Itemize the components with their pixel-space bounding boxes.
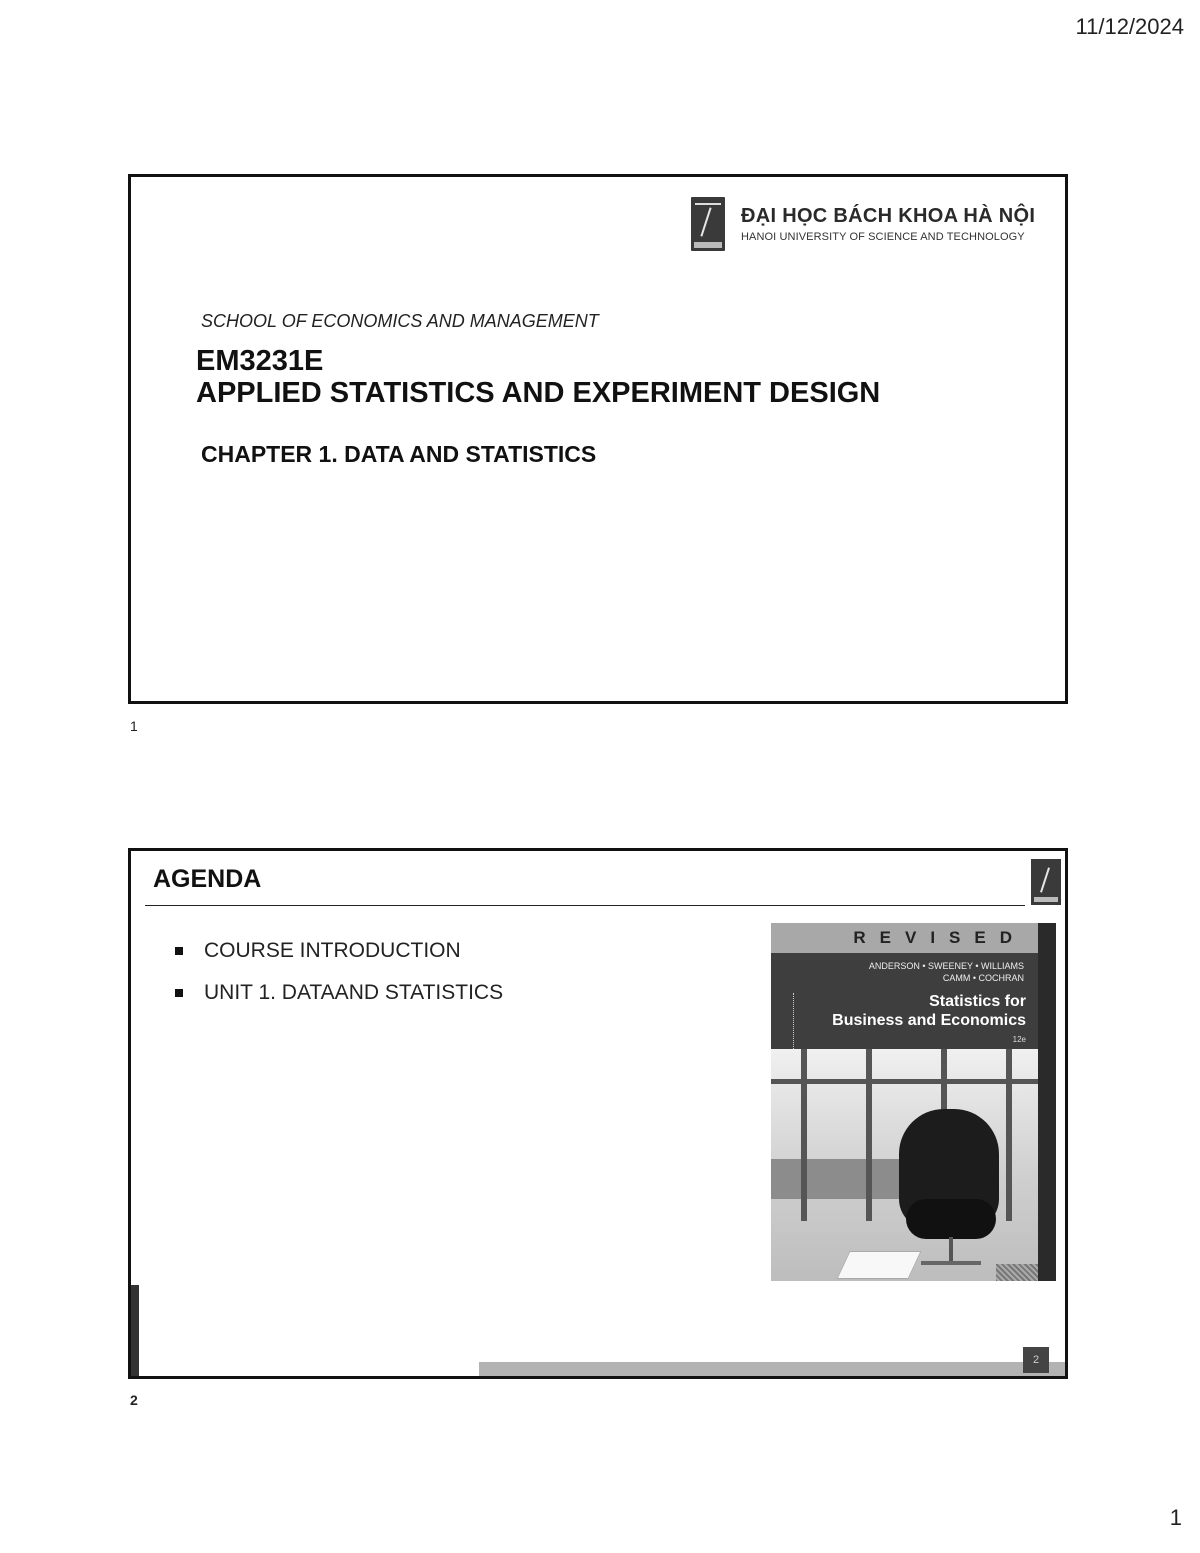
list-item xyxy=(175,939,503,963)
page-date: 11/12/2024 xyxy=(1075,14,1184,39)
university-emblem-icon xyxy=(691,197,725,251)
slide-2-index: 2 xyxy=(130,1392,138,1408)
school-name: SCHOOL OF ECONOMICS AND MANAGEMENT xyxy=(201,311,599,331)
agenda-title: AGENDA xyxy=(153,865,262,893)
book-edition: 12e xyxy=(1012,1035,1026,1044)
chapter-title: CHAPTER 1. DATA AND STATISTICS xyxy=(201,441,597,467)
bullet-icon xyxy=(175,989,183,997)
course-title: APPLIED STATISTICS AND EXPERIMENT DESIGN xyxy=(196,377,881,409)
agenda-item-label: COURSE INTRODUCTION xyxy=(204,939,461,962)
university-name: ĐẠI HỌC BÁCH KHOA HÀ NỘI xyxy=(741,205,1036,227)
university-subtitle: HANOI UNIVERSITY OF SCIENCE AND TECHNOLOGY xyxy=(741,231,1025,243)
slide-2 xyxy=(128,848,1068,1379)
book-cover-photo xyxy=(771,1049,1038,1281)
left-accent-bar xyxy=(131,1285,139,1379)
university-logo xyxy=(691,197,1035,251)
book-authors: CAMM • COCHRAN xyxy=(942,973,1024,983)
book-title: Statistics for xyxy=(929,993,1026,1010)
course-code: EM3231E xyxy=(196,345,324,377)
slide-page-number: 2 xyxy=(1023,1347,1049,1373)
page-number: 1 xyxy=(1169,1505,1182,1530)
bottom-accent-bar xyxy=(479,1362,1065,1376)
book-cover xyxy=(771,923,1056,1281)
book-banner: REVISED xyxy=(853,928,1026,947)
slide-1 xyxy=(128,174,1068,704)
title-divider xyxy=(145,905,1025,906)
list-item xyxy=(175,981,503,1005)
slide-1-index: 1 xyxy=(130,718,138,734)
book-authors: ANDERSON • SWEENEY • WILLIAMS xyxy=(868,961,1024,971)
book-title: Business and Economics xyxy=(832,1012,1026,1029)
agenda-item-label: UNIT 1. DATAAND STATISTICS xyxy=(204,981,504,1004)
agenda-list xyxy=(175,939,503,1023)
university-emblem-icon xyxy=(1031,859,1061,905)
laptop-image xyxy=(836,1251,921,1279)
bullet-icon xyxy=(175,947,183,955)
